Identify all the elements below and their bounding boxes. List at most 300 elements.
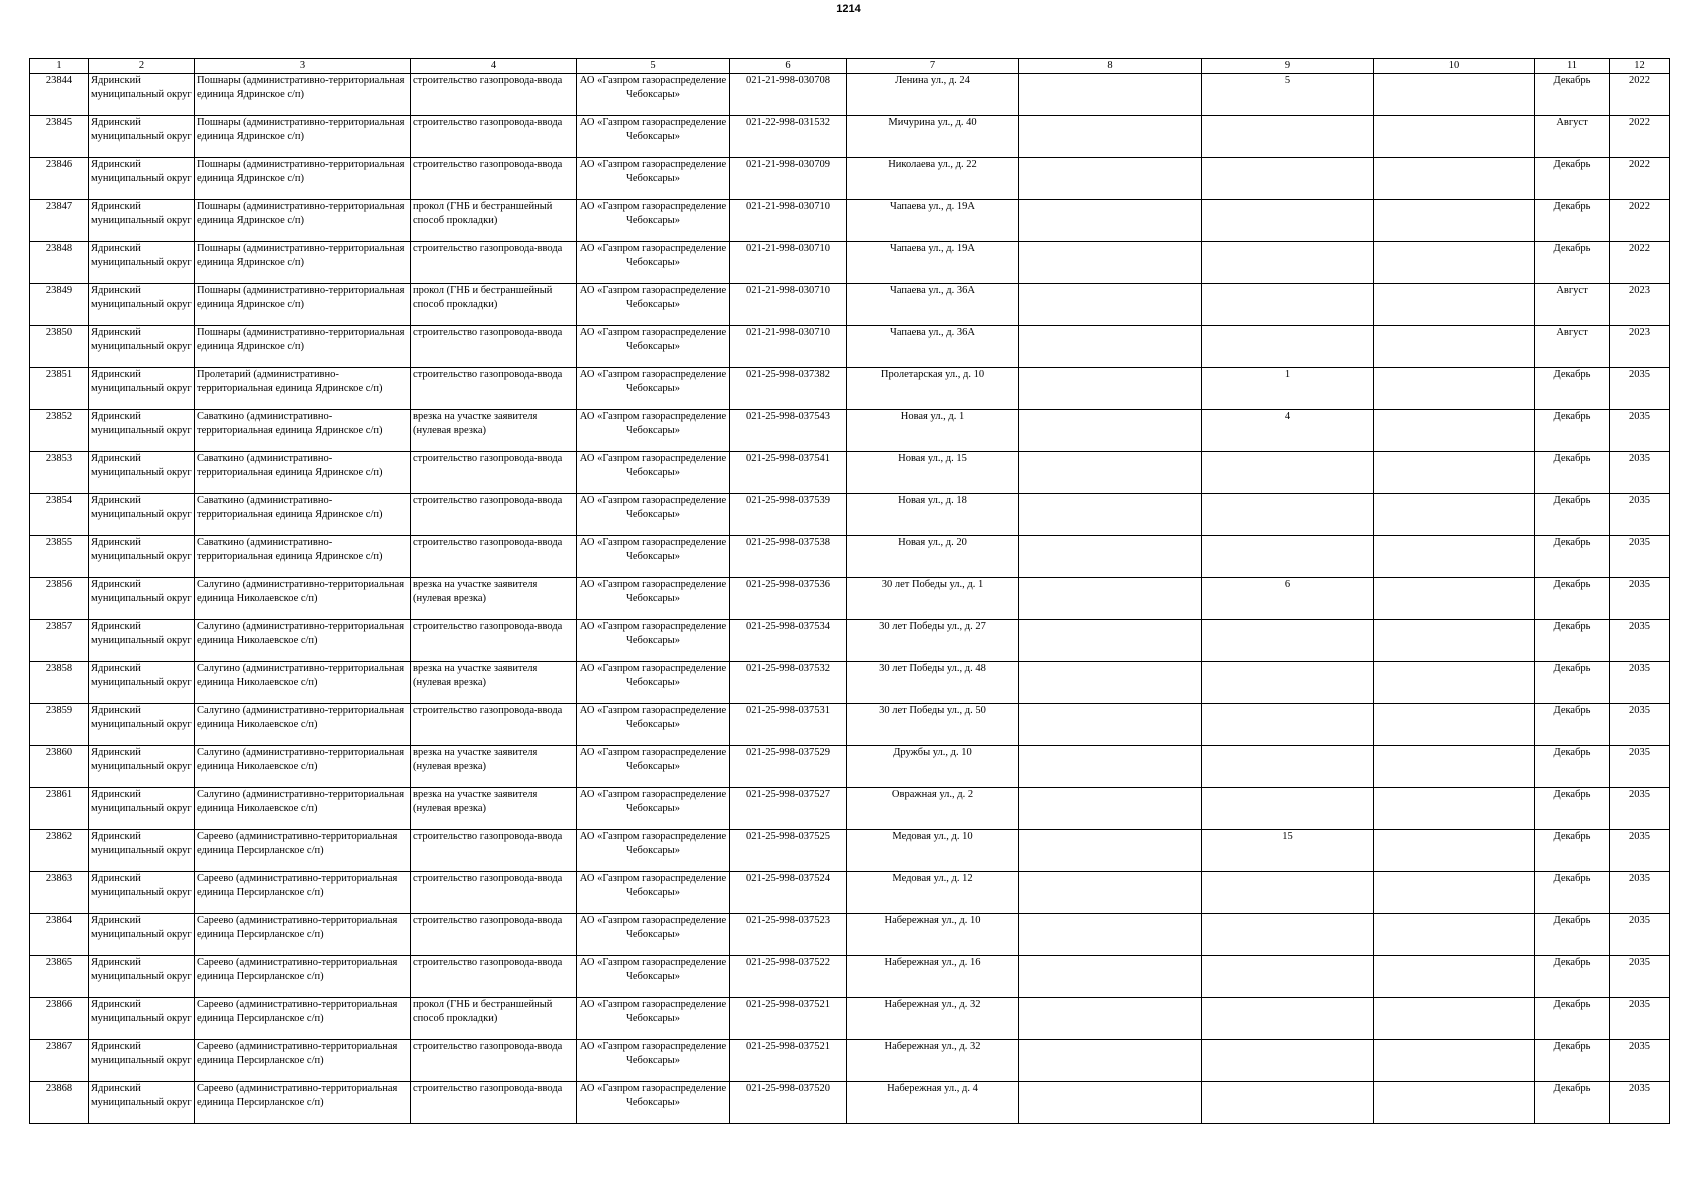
district-cell-text: Ядринский муниципальный округ bbox=[91, 537, 192, 562]
district-cell bbox=[89, 158, 195, 200]
record-number bbox=[30, 578, 89, 620]
record-number bbox=[30, 662, 89, 704]
settlement-cell-text: Пролетарий (административно-территориальная единица Ядринское с/п) bbox=[197, 369, 383, 394]
work-type-cell-text: строительство газопровода-ввода bbox=[413, 957, 563, 968]
object-code-cell-text: 021-25-998-037532 bbox=[746, 663, 830, 674]
record-number-text: 23849 bbox=[45, 285, 73, 296]
work-type-cell bbox=[411, 158, 577, 200]
record-number-text: 23868 bbox=[45, 1083, 73, 1094]
settlement-cell bbox=[195, 578, 411, 620]
organization-cell bbox=[577, 536, 730, 578]
month-cell bbox=[1535, 326, 1610, 368]
column-10-cell bbox=[1374, 620, 1535, 662]
object-code-cell bbox=[730, 998, 847, 1040]
column-10-cell bbox=[1374, 1040, 1535, 1082]
object-code-cell bbox=[730, 74, 847, 116]
district-cell-text: Ядринский муниципальный округ bbox=[91, 705, 192, 730]
object-code-cell bbox=[730, 704, 847, 746]
address-cell-text: 30 лет Победы ул., д. 27 bbox=[879, 621, 986, 632]
record-number-text: 23866 bbox=[45, 999, 73, 1010]
settlement-cell-text: Пошнары (административно-территориальная единица Ядринское с/п) bbox=[197, 75, 405, 100]
organization-cell-text: АО «Газпром газораспределение Чебоксары» bbox=[579, 327, 727, 352]
column-10-cell bbox=[1374, 746, 1535, 788]
year-cell bbox=[1610, 704, 1670, 746]
record-number bbox=[30, 956, 89, 998]
column-9-cell bbox=[1202, 368, 1374, 410]
work-type-cell bbox=[411, 410, 577, 452]
year-cell bbox=[1610, 284, 1670, 326]
year-cell-text: 2035 bbox=[1629, 453, 1650, 464]
address-cell bbox=[847, 494, 1019, 536]
column-header-8: 8 bbox=[1019, 59, 1202, 74]
year-cell-text: 2035 bbox=[1629, 1083, 1650, 1094]
object-code-cell bbox=[730, 872, 847, 914]
column-8-cell bbox=[1019, 998, 1202, 1040]
column-9-cell bbox=[1202, 578, 1374, 620]
column-9-cell bbox=[1202, 116, 1374, 158]
settlement-cell-text: Саваткино (административно-территориальная единица Ядринское с/п) bbox=[197, 495, 383, 520]
work-type-cell bbox=[411, 578, 577, 620]
record-number bbox=[30, 200, 89, 242]
month-cell bbox=[1535, 998, 1610, 1040]
month-cell bbox=[1535, 620, 1610, 662]
column-9-cell bbox=[1202, 494, 1374, 536]
work-type-cell-text: строительство газопровода-ввода bbox=[413, 831, 563, 842]
object-code-cell-text: 021-25-998-037539 bbox=[746, 495, 830, 506]
address-cell bbox=[847, 1040, 1019, 1082]
year-cell-text: 2035 bbox=[1629, 705, 1650, 716]
table-row bbox=[30, 830, 1670, 872]
record-number bbox=[30, 872, 89, 914]
month-cell bbox=[1535, 116, 1610, 158]
work-type-cell bbox=[411, 494, 577, 536]
month-cell-text: Декабрь bbox=[1553, 999, 1591, 1010]
address-cell bbox=[847, 956, 1019, 998]
table-row bbox=[30, 1040, 1670, 1082]
record-number bbox=[30, 368, 89, 410]
column-9-cell-text: 4 bbox=[1284, 411, 1291, 422]
object-code-cell bbox=[730, 536, 847, 578]
column-9-cell bbox=[1202, 410, 1374, 452]
organization-cell bbox=[577, 1082, 730, 1124]
column-10-cell bbox=[1374, 788, 1535, 830]
settlement-cell bbox=[195, 410, 411, 452]
year-cell bbox=[1610, 200, 1670, 242]
year-cell bbox=[1610, 998, 1670, 1040]
year-cell bbox=[1610, 578, 1670, 620]
month-cell-text: Декабрь bbox=[1553, 1083, 1591, 1094]
organization-cell bbox=[577, 956, 730, 998]
object-code-cell bbox=[730, 284, 847, 326]
district-cell bbox=[89, 788, 195, 830]
work-type-cell-text: строительство газопровода-ввода bbox=[413, 495, 563, 506]
work-type-cell bbox=[411, 284, 577, 326]
work-type-cell bbox=[411, 1040, 577, 1082]
district-cell bbox=[89, 662, 195, 704]
work-type-cell-text: строительство газопровода-ввода bbox=[413, 369, 563, 380]
district-cell bbox=[89, 704, 195, 746]
district-cell bbox=[89, 242, 195, 284]
work-type-cell bbox=[411, 704, 577, 746]
record-number bbox=[30, 242, 89, 284]
year-cell-text: 2035 bbox=[1629, 369, 1650, 380]
work-type-cell-text: строительство газопровода-ввода bbox=[413, 75, 563, 86]
record-number-text: 23860 bbox=[45, 747, 73, 758]
month-cell-text: Декабрь bbox=[1553, 1041, 1591, 1052]
settlement-cell-text: Сареево (административно-территориальная единица Персирланское с/п) bbox=[197, 999, 398, 1024]
address-cell-text: Новая ул., д. 20 bbox=[898, 537, 967, 548]
address-cell-text: Новая ул., д. 1 bbox=[900, 411, 965, 422]
object-code-cell bbox=[730, 116, 847, 158]
work-type-cell bbox=[411, 830, 577, 872]
organization-cell-text: АО «Газпром газораспределение Чебоксары» bbox=[579, 789, 727, 814]
organization-cell-text: АО «Газпром газораспределение Чебоксары» bbox=[579, 705, 727, 730]
record-number-text: 23847 bbox=[45, 201, 73, 212]
year-cell bbox=[1610, 1082, 1670, 1124]
district-cell bbox=[89, 74, 195, 116]
settlement-cell-text: Салугино (административно-территориальная единица Николаевское с/п) bbox=[197, 579, 405, 604]
column-10-cell bbox=[1374, 494, 1535, 536]
work-type-cell-text: врезка на участке заявителя (нулевая врезка) bbox=[413, 663, 538, 688]
column-header-7: 7 bbox=[847, 59, 1019, 74]
column-header-9: 9 bbox=[1202, 59, 1374, 74]
district-cell-text: Ядринский муниципальный округ bbox=[91, 243, 192, 268]
organization-cell-text: АО «Газпром газораспределение Чебоксары» bbox=[579, 579, 727, 604]
settlement-cell bbox=[195, 536, 411, 578]
address-cell-text: Чапаева ул., д. 36А bbox=[890, 327, 975, 338]
object-code-cell bbox=[730, 578, 847, 620]
column-8-cell bbox=[1019, 956, 1202, 998]
district-cell-text: Ядринский муниципальный округ bbox=[91, 579, 192, 604]
address-cell-text: Пролетарская ул., д. 10 bbox=[880, 369, 985, 380]
month-cell bbox=[1535, 242, 1610, 284]
table-row bbox=[30, 788, 1670, 830]
address-cell-text: Новая ул., д. 18 bbox=[898, 495, 967, 506]
month-cell bbox=[1535, 578, 1610, 620]
district-cell-text: Ядринский муниципальный округ bbox=[91, 1083, 192, 1108]
organization-cell-text: АО «Газпром газораспределение Чебоксары» bbox=[579, 957, 727, 982]
year-cell-text: 2035 bbox=[1629, 537, 1650, 548]
object-code-cell bbox=[730, 200, 847, 242]
organization-cell bbox=[577, 74, 730, 116]
month-cell bbox=[1535, 830, 1610, 872]
record-number-text: 23857 bbox=[45, 621, 73, 632]
month-cell-text: Декабрь bbox=[1553, 159, 1591, 170]
object-code-cell-text: 021-25-998-037538 bbox=[746, 537, 830, 548]
object-code-cell bbox=[730, 830, 847, 872]
month-cell bbox=[1535, 410, 1610, 452]
column-10-cell bbox=[1374, 704, 1535, 746]
record-number-text: 23848 bbox=[45, 243, 73, 254]
year-cell-text: 2035 bbox=[1629, 495, 1650, 506]
column-10-cell bbox=[1374, 158, 1535, 200]
table-row bbox=[30, 620, 1670, 662]
work-type-cell bbox=[411, 326, 577, 368]
address-cell bbox=[847, 578, 1019, 620]
district-cell-text: Ядринский муниципальный округ bbox=[91, 915, 192, 940]
record-number bbox=[30, 410, 89, 452]
district-cell-text: Ядринский муниципальный округ bbox=[91, 873, 192, 898]
column-10-cell bbox=[1374, 452, 1535, 494]
table-header bbox=[30, 59, 1670, 74]
settlement-cell bbox=[195, 1082, 411, 1124]
work-type-cell-text: врезка на участке заявителя (нулевая врезка) bbox=[413, 747, 538, 772]
organization-cell bbox=[577, 620, 730, 662]
column-8-cell bbox=[1019, 116, 1202, 158]
record-number bbox=[30, 284, 89, 326]
year-cell bbox=[1610, 746, 1670, 788]
object-code-cell bbox=[730, 788, 847, 830]
district-cell bbox=[89, 956, 195, 998]
month-cell-text: Декабрь bbox=[1553, 747, 1591, 758]
object-code-cell-text: 021-25-998-037543 bbox=[746, 411, 830, 422]
column-9-cell-text: 6 bbox=[1284, 579, 1291, 590]
record-number-text: 23851 bbox=[45, 369, 73, 380]
address-cell-text: Набережная ул., д. 16 bbox=[884, 957, 981, 968]
column-8-cell bbox=[1019, 914, 1202, 956]
column-10-cell bbox=[1374, 200, 1535, 242]
object-code-cell bbox=[730, 662, 847, 704]
record-number bbox=[30, 830, 89, 872]
record-number bbox=[30, 74, 89, 116]
organization-cell bbox=[577, 788, 730, 830]
month-cell-text: Декабрь bbox=[1553, 915, 1591, 926]
table-row bbox=[30, 998, 1670, 1040]
column-10-cell bbox=[1374, 242, 1535, 284]
district-cell bbox=[89, 578, 195, 620]
district-cell-text: Ядринский муниципальный округ bbox=[91, 453, 192, 478]
column-9-cell bbox=[1202, 830, 1374, 872]
column-header-11: 11 bbox=[1535, 59, 1610, 74]
year-cell bbox=[1610, 494, 1670, 536]
year-cell bbox=[1610, 536, 1670, 578]
month-cell bbox=[1535, 200, 1610, 242]
month-cell-text: Декабрь bbox=[1553, 453, 1591, 464]
district-cell bbox=[89, 872, 195, 914]
column-10-cell bbox=[1374, 830, 1535, 872]
column-10-cell bbox=[1374, 368, 1535, 410]
organization-cell bbox=[577, 494, 730, 536]
work-type-cell-text: строительство газопровода-ввода bbox=[413, 159, 563, 170]
year-cell-text: 2035 bbox=[1629, 747, 1650, 758]
table-row bbox=[30, 242, 1670, 284]
record-number bbox=[30, 116, 89, 158]
address-cell-text: Ленина ул., д. 24 bbox=[895, 75, 970, 86]
column-8-cell bbox=[1019, 368, 1202, 410]
column-header-6: 6 bbox=[730, 59, 847, 74]
object-code-cell bbox=[730, 914, 847, 956]
year-cell bbox=[1610, 956, 1670, 998]
settlement-cell-text: Салугино (административно-территориальная единица Николаевское с/п) bbox=[197, 621, 405, 646]
district-cell bbox=[89, 200, 195, 242]
year-cell bbox=[1610, 410, 1670, 452]
organization-cell-text: АО «Газпром газораспределение Чебоксары» bbox=[579, 1041, 727, 1066]
district-cell-text: Ядринский муниципальный округ bbox=[91, 495, 192, 520]
district-cell bbox=[89, 746, 195, 788]
month-cell-text: Декабрь bbox=[1553, 75, 1591, 86]
object-code-cell-text: 021-25-998-037522 bbox=[746, 957, 830, 968]
work-type-cell-text: строительство газопровода-ввода bbox=[413, 1083, 563, 1094]
work-type-cell bbox=[411, 746, 577, 788]
settlement-cell bbox=[195, 704, 411, 746]
page-number: 1214 bbox=[836, 3, 861, 15]
month-cell-text: Декабрь bbox=[1553, 369, 1591, 380]
work-type-cell-text: строительство газопровода-ввода bbox=[413, 327, 563, 338]
object-code-cell-text: 021-21-998-030710 bbox=[746, 285, 830, 296]
record-number-text: 23845 bbox=[45, 117, 73, 128]
district-cell bbox=[89, 914, 195, 956]
column-8-cell bbox=[1019, 872, 1202, 914]
organization-cell-text: АО «Газпром газораспределение Чебоксары» bbox=[579, 411, 727, 436]
column-10-cell bbox=[1374, 998, 1535, 1040]
district-cell bbox=[89, 116, 195, 158]
year-cell bbox=[1610, 242, 1670, 284]
record-number bbox=[30, 746, 89, 788]
object-code-cell-text: 021-25-998-037521 bbox=[746, 999, 830, 1010]
work-type-cell bbox=[411, 620, 577, 662]
organization-cell bbox=[577, 914, 730, 956]
year-cell bbox=[1610, 326, 1670, 368]
month-cell-text: Декабрь bbox=[1553, 789, 1591, 800]
month-cell bbox=[1535, 704, 1610, 746]
settlement-cell-text: Пошнары (административно-территориальная единица Ядринское с/п) bbox=[197, 117, 405, 142]
column-8-cell bbox=[1019, 284, 1202, 326]
record-number-text: 23867 bbox=[45, 1041, 73, 1052]
work-type-cell-text: врезка на участке заявителя (нулевая врезка) bbox=[413, 411, 538, 436]
organization-cell bbox=[577, 578, 730, 620]
year-cell-text: 2022 bbox=[1629, 117, 1650, 128]
object-code-cell-text: 021-25-998-037536 bbox=[746, 579, 830, 590]
address-cell-text: 30 лет Победы ул., д. 50 bbox=[879, 705, 986, 716]
work-type-cell-text: прокол (ГНБ и бестраншейный способ прокладки) bbox=[413, 999, 553, 1024]
settlement-cell bbox=[195, 326, 411, 368]
column-9-cell bbox=[1202, 1040, 1374, 1082]
column-8-cell bbox=[1019, 200, 1202, 242]
work-type-cell bbox=[411, 1082, 577, 1124]
table-row bbox=[30, 410, 1670, 452]
month-cell bbox=[1535, 74, 1610, 116]
table-row bbox=[30, 872, 1670, 914]
settlement-cell-text: Салугино (административно-территориальная единица Николаевское с/п) bbox=[197, 789, 405, 814]
organization-cell-text: АО «Газпром газораспределение Чебоксары» bbox=[579, 495, 727, 520]
header-row bbox=[30, 59, 1670, 74]
organization-cell bbox=[577, 746, 730, 788]
address-cell-text: Набережная ул., д. 32 bbox=[884, 1041, 981, 1052]
address-cell bbox=[847, 74, 1019, 116]
work-type-cell bbox=[411, 452, 577, 494]
column-9-cell bbox=[1202, 662, 1374, 704]
organization-cell-text: АО «Газпром газораспределение Чебоксары» bbox=[579, 747, 727, 772]
work-type-cell-text: строительство газопровода-ввода bbox=[413, 1041, 563, 1052]
column-header-3: 3 bbox=[195, 59, 411, 74]
organization-cell bbox=[577, 872, 730, 914]
settlement-cell-text: Пошнары (административно-территориальная единица Ядринское с/п) bbox=[197, 327, 405, 352]
month-cell bbox=[1535, 788, 1610, 830]
address-cell-text: 30 лет Победы ул., д. 48 bbox=[879, 663, 986, 674]
month-cell bbox=[1535, 284, 1610, 326]
column-9-cell bbox=[1202, 158, 1374, 200]
record-number bbox=[30, 494, 89, 536]
record-number bbox=[30, 536, 89, 578]
work-type-cell bbox=[411, 956, 577, 998]
object-code-cell-text: 021-21-998-030710 bbox=[746, 327, 830, 338]
record-number-text: 23863 bbox=[45, 873, 73, 884]
settlement-cell bbox=[195, 200, 411, 242]
district-cell-text: Ядринский муниципальный округ bbox=[91, 159, 192, 184]
settlement-cell-text: Пошнары (административно-территориальная единица Ядринское с/п) bbox=[197, 201, 405, 226]
month-cell bbox=[1535, 872, 1610, 914]
year-cell-text: 2035 bbox=[1629, 663, 1650, 674]
object-code-cell-text: 021-25-998-037529 bbox=[746, 747, 830, 758]
column-10-cell bbox=[1374, 116, 1535, 158]
organization-cell bbox=[577, 662, 730, 704]
district-cell bbox=[89, 830, 195, 872]
column-8-cell bbox=[1019, 326, 1202, 368]
table-row bbox=[30, 704, 1670, 746]
work-type-cell-text: прокол (ГНБ и бестраншейный способ прокладки) bbox=[413, 285, 553, 310]
column-8-cell bbox=[1019, 704, 1202, 746]
year-cell-text: 2035 bbox=[1629, 789, 1650, 800]
settlement-cell bbox=[195, 368, 411, 410]
settlement-cell-text: Сареево (административно-территориальная единица Персирланское с/п) bbox=[197, 1083, 398, 1108]
address-cell bbox=[847, 284, 1019, 326]
month-cell-text: Август bbox=[1556, 117, 1588, 128]
column-9-cell bbox=[1202, 242, 1374, 284]
year-cell-text: 2022 bbox=[1629, 75, 1650, 86]
column-10-cell bbox=[1374, 914, 1535, 956]
object-code-cell-text: 021-22-998-031532 bbox=[746, 117, 830, 128]
record-number-text: 23858 bbox=[45, 663, 73, 674]
organization-cell bbox=[577, 116, 730, 158]
column-10-cell bbox=[1374, 1082, 1535, 1124]
record-number-text: 23862 bbox=[45, 831, 73, 842]
year-cell-text: 2035 bbox=[1629, 873, 1650, 884]
work-type-cell-text: прокол (ГНБ и бестраншейный способ прокладки) bbox=[413, 201, 553, 226]
column-10-cell bbox=[1374, 536, 1535, 578]
column-10-cell bbox=[1374, 74, 1535, 116]
organization-cell-text: АО «Газпром газораспределение Чебоксары» bbox=[579, 201, 727, 226]
district-cell-text: Ядринский муниципальный округ bbox=[91, 75, 192, 100]
object-code-cell-text: 021-25-998-037531 bbox=[746, 705, 830, 716]
column-9-cell bbox=[1202, 536, 1374, 578]
district-cell-text: Ядринский муниципальный округ bbox=[91, 621, 192, 646]
district-cell bbox=[89, 494, 195, 536]
month-cell bbox=[1535, 158, 1610, 200]
record-number-text: 23846 bbox=[45, 159, 73, 170]
object-code-cell-text: 021-25-998-037534 bbox=[746, 621, 830, 632]
column-8-cell bbox=[1019, 1040, 1202, 1082]
object-code-cell bbox=[730, 410, 847, 452]
organization-cell bbox=[577, 368, 730, 410]
column-8-cell bbox=[1019, 410, 1202, 452]
organization-cell bbox=[577, 326, 730, 368]
month-cell-text: Декабрь bbox=[1553, 873, 1591, 884]
record-number-text: 23850 bbox=[45, 327, 73, 338]
object-code-cell-text: 021-21-998-030710 bbox=[746, 243, 830, 254]
column-9-cell bbox=[1202, 200, 1374, 242]
address-cell bbox=[847, 452, 1019, 494]
table-row bbox=[30, 284, 1670, 326]
object-code-cell-text: 021-25-998-037520 bbox=[746, 1083, 830, 1094]
district-cell bbox=[89, 1082, 195, 1124]
year-cell bbox=[1610, 662, 1670, 704]
address-cell-text: Чапаева ул., д. 19А bbox=[890, 243, 975, 254]
district-cell-text: Ядринский муниципальный округ bbox=[91, 1041, 192, 1066]
table-row bbox=[30, 494, 1670, 536]
address-cell bbox=[847, 704, 1019, 746]
district-cell bbox=[89, 620, 195, 662]
district-cell-text: Ядринский муниципальный округ bbox=[91, 789, 192, 814]
